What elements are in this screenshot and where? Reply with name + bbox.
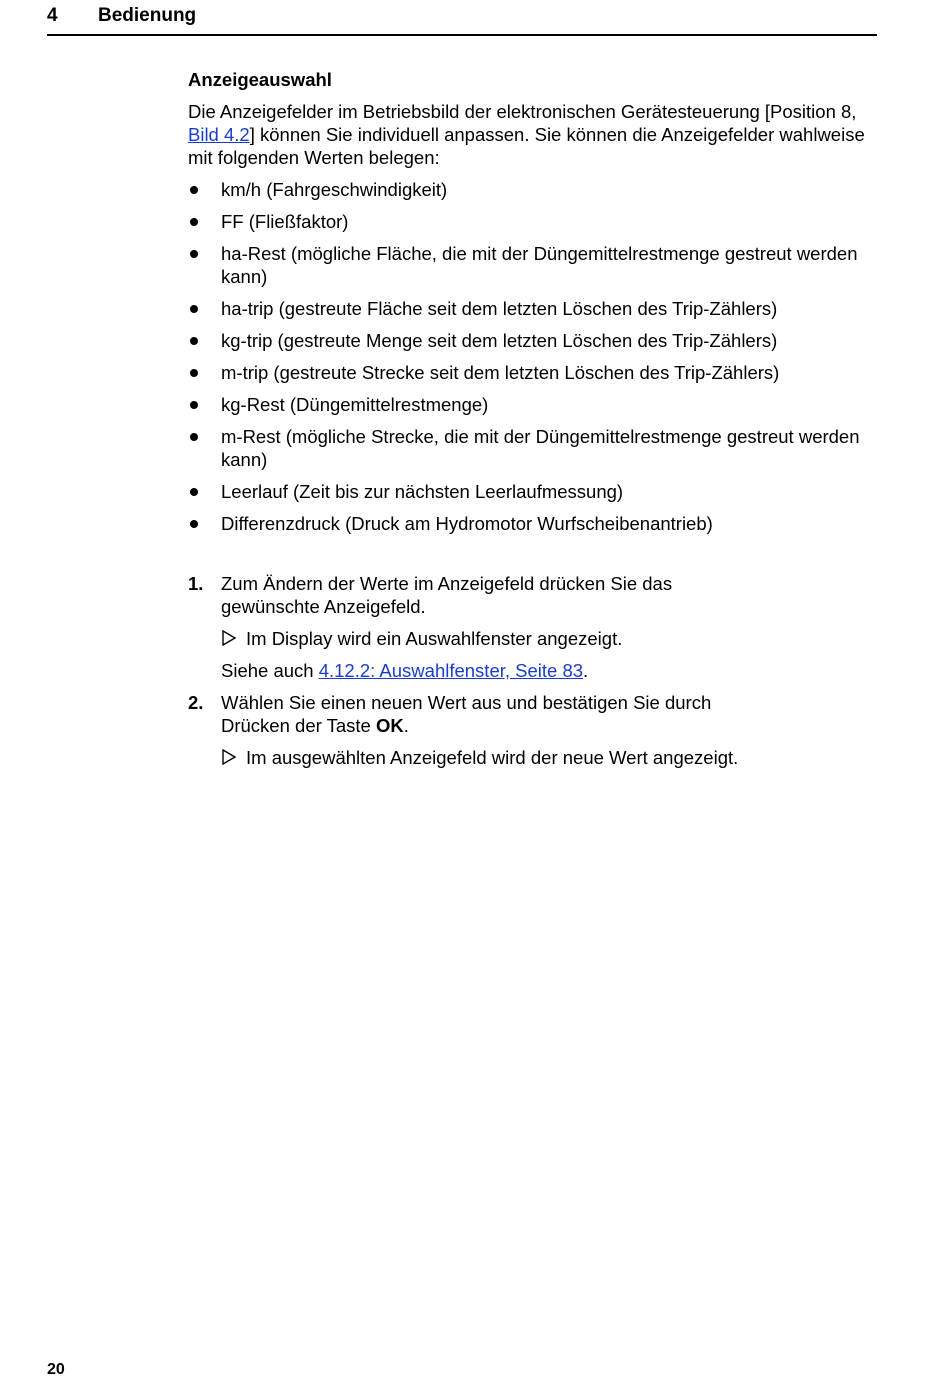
chapter-number: 4 [47,5,58,26]
step-item [188,572,748,682]
list-item [188,210,878,233]
instruction-steps [188,572,748,778]
step-result [221,746,748,769]
list-item-text: m-trip (gestreute Strecke seit dem letzten Löschen des Trip-Zählers) [221,362,780,383]
page-header [47,3,877,36]
bullet-icon [190,337,198,345]
list-item [188,512,878,535]
step-item [188,691,748,769]
step-text-start: Wählen Sie einen neuen Wert aus und bestätigen Sie durch Drücken der Taste [221,692,712,736]
list-item-text: kg-trip (gestreute Menge seit dem letzten Löschen des Trip-Zählers) [221,330,778,351]
list-item-text: ha-trip (gestreute Fläche seit dem letzten Löschen des Trip-Zählers) [221,298,778,319]
key-name: OK [375,715,404,736]
see-also [221,659,748,682]
list-item [188,329,878,352]
bullet-icon [190,433,198,441]
see-also-link[interactable]: 4.12.2: Auswahlfenster, Seite 83 [318,660,584,681]
list-item [188,425,878,471]
step-number: 1. [188,573,204,594]
main-content [188,68,878,768]
see-also-prefix: Siehe auch [221,660,319,681]
bullet-icon [190,305,198,313]
list-item-text: Differenzdruck (Druck am Hydromotor Wurfscheibenantrieb) [221,513,713,534]
page-number: 20 [47,1361,65,1378]
list-item [188,242,878,288]
list-item [188,480,878,503]
see-also-suffix: . [583,660,589,681]
list-item-text: kg-Rest (Düngemittelrestmenge) [221,394,489,415]
bullet-icon [190,218,198,226]
intro-text-start: Die Anzeigefelder im Betriebsbild der elektronischen Gerätesteuerung [Position 8, [188,101,857,122]
step-result-text: Im ausgewählten Anzeigefeld wird der neue Wert angezeigt. [246,747,739,768]
step-text [221,691,748,737]
figure-link[interactable]: Bild 4.2 [188,124,250,145]
list-item-text: km/h (Fahrgeschwindigkeit) [221,179,448,200]
step-result [221,627,748,650]
result-triangle-icon [221,749,237,765]
list-item-text: FF (Fließfaktor) [221,211,349,232]
list-item-text: Leerlauf (Zeit bis zur nächsten Leerlaufmessung) [221,481,624,502]
result-triangle-icon [221,630,237,646]
list-item [188,178,878,201]
bullet-icon [190,520,198,528]
step-number: 2. [188,692,204,713]
list-item-text: ha-Rest (mögliche Fläche, die mit der Düngemittelrestmenge gestreut werden kann) [221,243,858,287]
list-item [188,297,878,320]
bullet-icon [190,369,198,377]
step-text-end: . [403,715,409,736]
list-item [188,393,878,416]
step-text: Zum Ändern der Werte im Anzeigefeld drücken Sie das gewünschte Anzeigefeld. [221,573,673,617]
section-title: Anzeigeauswahl [188,69,332,90]
list-item-text: m-Rest (mögliche Strecke, die mit der Düngemittelrestmenge gestreut werden kann) [221,426,860,470]
value-list [188,178,878,535]
bullet-icon [190,186,198,194]
step-result-text: Im Display wird ein Auswahlfenster angezeigt. [246,628,623,649]
bullet-icon [190,401,198,409]
intro-paragraph [188,100,878,169]
bullet-icon [190,488,198,496]
chapter-title: Bedienung [98,5,197,26]
list-item [188,361,878,384]
intro-text-end: ] können Sie individuell anpassen. Sie können die Anzeigefelder wahlweise mit folgenden Werten belegen: [188,124,865,168]
bullet-icon [190,250,198,258]
